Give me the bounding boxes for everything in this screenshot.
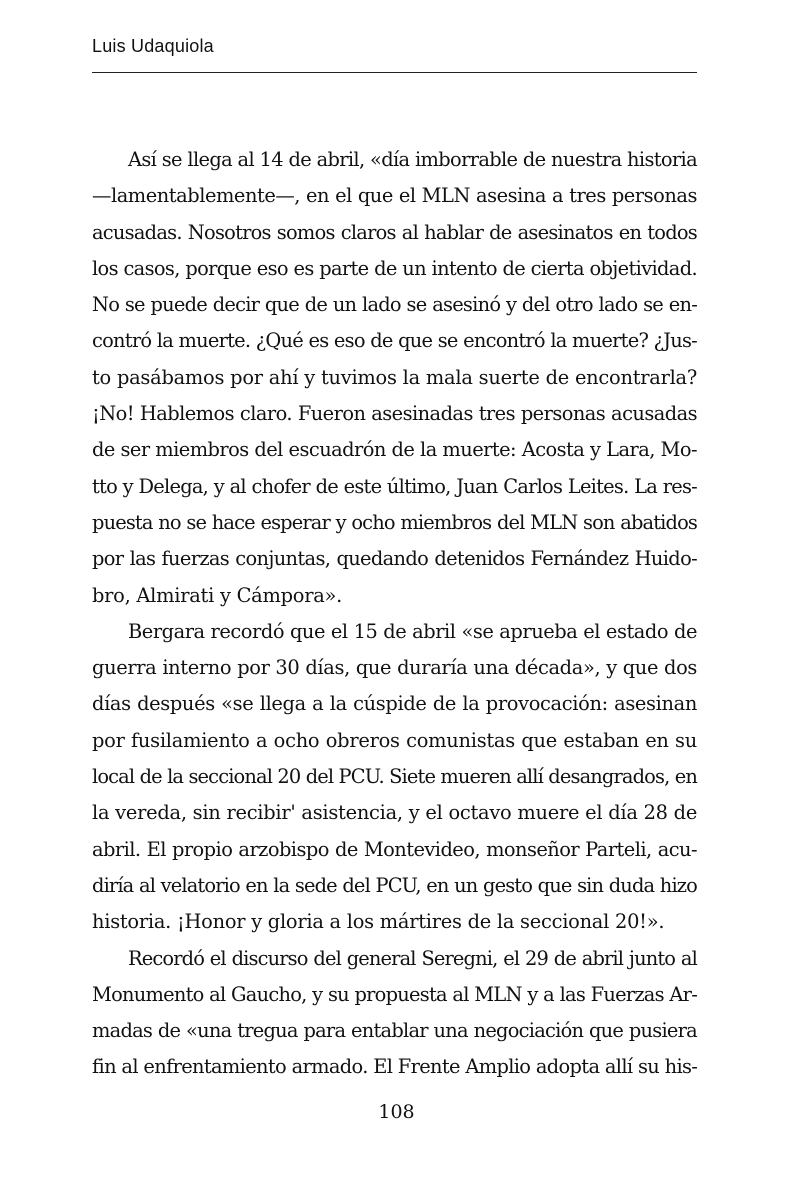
text-line: contró la muerte. ¿Qué es eso de que se encontró la muerte? ¿Jus- <box>92 329 697 353</box>
text-line: por las fuerzas conjuntas, quedando detenidos Fernández Huido- <box>92 547 697 571</box>
text-line: Así se llega al 14 de abril, «día imborrable de nuestra historia <box>128 148 697 171</box>
body-text <box>92 142 697 1086</box>
text-line: to pasábamos por ahí y tuvimos la mala suerte de encontrarla? <box>92 365 697 389</box>
running-head: Luis Udaquiola <box>92 36 214 56</box>
text-line: la vereda, sin recibir' asistencia, y el octavo muere el día 28 de <box>92 801 698 825</box>
text-line: por fusilamiento a ocho obreros comunistas que estaban en su <box>92 728 697 752</box>
text-line: puesta no se hace esperar y ocho miembros del MLN son abatidos <box>92 510 697 534</box>
page-number: 108 <box>378 1101 415 1123</box>
text-line: días después «se llega a la cúspide de la provocación: asesinan <box>92 692 697 716</box>
text-line: diría al velatorio en la sede del PCU, en un gesto que sin duda hizo <box>92 873 697 897</box>
text-line: acusadas. Nosotros somos claros al hablar de asesinatos en todos <box>92 220 697 244</box>
text-line: abril. El propio arzobispo de Montevideo, monseñor Parteli, acu- <box>92 837 697 861</box>
text-line: Bergara recordó que el 15 de abril «se aprueba el estado de <box>128 619 697 643</box>
text-line: madas de «una tregua para entablar una negociación que pusiera <box>92 1019 697 1043</box>
text-line: tto y Delega, y al chofer de este último, Juan Carlos Leites. La res- <box>92 474 697 498</box>
text-line: No se puede decir que de un lado se asesinó y del otro lado se en- <box>92 293 697 317</box>
text-line: historia. ¡Honor y gloria a los mártires de la seccional 20!». <box>92 910 665 934</box>
text-line: —lamentablemente—, en el que el MLN asesina a tres personas <box>92 184 697 208</box>
header-rule <box>92 72 697 73</box>
text-line: fin al enfrentamiento armado. El Frente Amplio adopta allí su his- <box>92 1055 698 1079</box>
text-line: de ser miembros del escuadrón de la muerte: Acosta y Lara, Mo- <box>92 438 697 462</box>
text-line: ¡No! Hablemos claro. Fueron asesinadas tres personas acusadas <box>92 402 697 426</box>
text-line: Monumento al Gaucho, y su propuesta al MLN y a las Fuerzas Ar- <box>92 982 697 1006</box>
text-line: guerra interno por 30 días, que duraría una década», y que dos <box>92 656 697 680</box>
text-line: bro, Almirati y Cámpora». <box>92 583 343 607</box>
text-line: Recordó el discurso del general Seregni, el 29 de abril junto al <box>128 946 697 970</box>
text-line: local de la seccional 20 del PCU. Siete mueren allí desangrados, en <box>92 765 697 789</box>
text-line: los casos, porque eso es parte de un intento de cierta objetividad. <box>92 256 697 280</box>
